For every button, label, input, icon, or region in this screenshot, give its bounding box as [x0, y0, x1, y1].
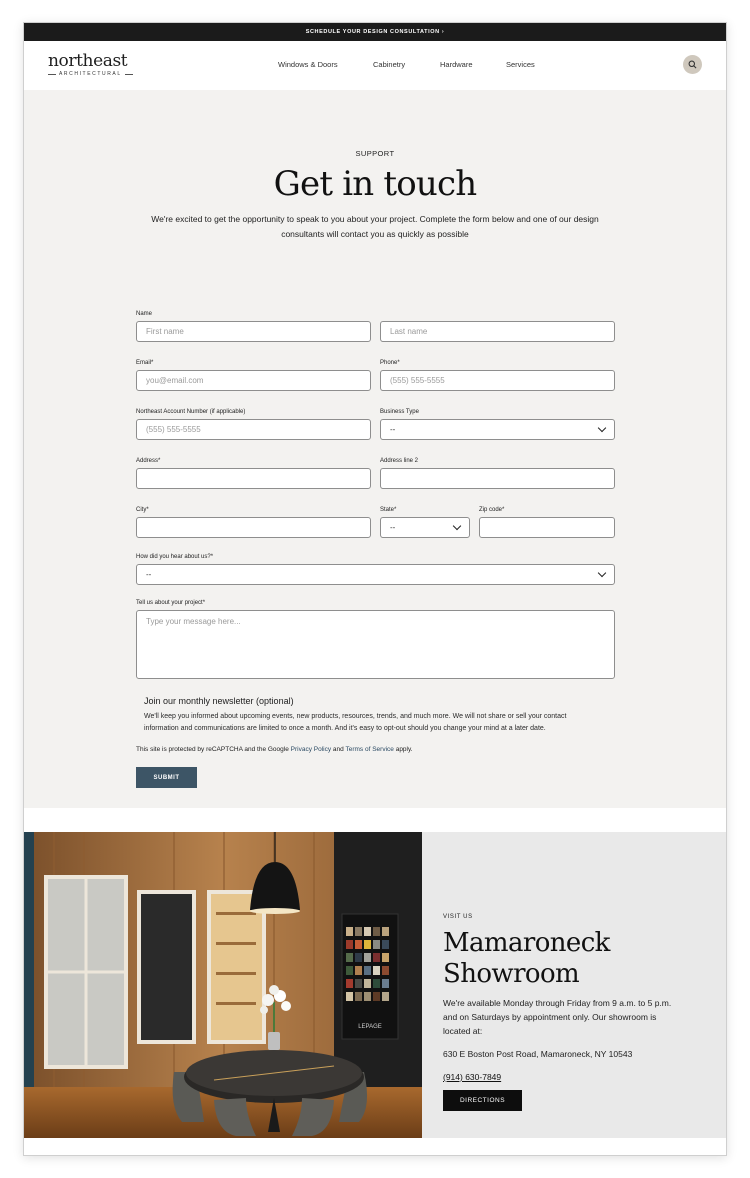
address-line-2-label: Address line 2: [380, 458, 419, 464]
chevron-down-icon: [453, 522, 461, 530]
nav-services[interactable]: Services: [506, 60, 535, 69]
zip-code-input[interactable]: [479, 517, 615, 538]
submit-button[interactable]: SUBMIT: [136, 767, 197, 788]
name-label: Name: [136, 311, 153, 317]
account-number-placeholder: (555) 555-5555: [146, 425, 201, 434]
first-name-input[interactable]: [136, 321, 371, 342]
phone-placeholder: (555) 555-5555: [390, 376, 445, 385]
newsletter-title: Join our monthly newsletter (optional): [144, 696, 294, 706]
phone-input[interactable]: [380, 370, 615, 391]
referral-value: --: [146, 570, 152, 579]
state-select[interactable]: [380, 517, 470, 538]
business-type-value: --: [390, 425, 396, 434]
logo-rule-left: [48, 74, 56, 75]
showroom-photo: [24, 832, 422, 1138]
terms-of-service-link[interactable]: Terms of Service: [345, 746, 394, 753]
address-line-2-input[interactable]: [380, 468, 615, 489]
contact-form-section: [24, 90, 726, 808]
referral-label: How did you hear about us?*: [136, 554, 214, 560]
recaptcha-suffix: apply.: [395, 746, 413, 753]
showroom-phone-link[interactable]: (914) 630-7849: [443, 1072, 502, 1082]
project-textarea[interactable]: [136, 610, 615, 679]
address-label: Address*: [136, 458, 161, 464]
intro-text: [124, 212, 626, 242]
nav-hardware[interactable]: Hardware: [440, 60, 473, 69]
business-type-select[interactable]: [380, 419, 615, 440]
recaptcha-notice: [136, 746, 413, 753]
last-name-input[interactable]: [380, 321, 615, 342]
logo-tagline-row: [48, 71, 133, 77]
announcement-bar[interactable]: [24, 23, 726, 41]
directions-button[interactable]: DIRECTIONS: [443, 1090, 522, 1111]
chevron-down-icon: [598, 424, 606, 432]
logo-rule-right: [125, 74, 133, 75]
showroom-address: 630 E Boston Post Road, Mamaroneck, NY 10543: [443, 1049, 633, 1059]
showroom-title-line-2: Showroom: [443, 959, 580, 989]
recaptcha-and: and: [332, 746, 344, 753]
page-frame: [23, 22, 727, 1156]
nav-windows-doors[interactable]: Windows & Doors: [278, 60, 338, 69]
project-placeholder: Type your message here...: [146, 617, 241, 626]
chevron-down-icon: [598, 569, 606, 577]
address-input[interactable]: [136, 468, 371, 489]
state-label: State*: [380, 507, 397, 513]
showroom-hours: We're available Monday through Friday from 9 a.m. to 5 p.m. and on Saturdays by appointment only. Our showroom is located at:: [443, 998, 672, 1036]
page-title: Get in touch: [273, 164, 477, 204]
logo-wordmark: northeast: [48, 51, 128, 71]
intro-line-1: We're excited to get the opportunity to speak to you about your project. Complete the form below and one of our design: [151, 214, 599, 224]
account-number-input[interactable]: [136, 419, 371, 440]
nav-cabinetry[interactable]: Cabinetry: [373, 60, 406, 69]
intro-line-2: consultants will contact you as quickly as possible: [281, 229, 469, 239]
newsletter-line-1: We'll keep you informed about upcoming events, new products, resources, trends, and much more. We will not share or sell your contact: [144, 713, 567, 720]
referral-select[interactable]: [136, 564, 615, 585]
email-label: Email*: [136, 360, 154, 366]
logo-tagline: ARCHITECTURAL: [59, 71, 122, 77]
state-value: --: [390, 523, 396, 532]
site-header: [24, 41, 726, 90]
project-label: Tell us about your project*: [136, 600, 206, 606]
email-placeholder: you@email.com: [146, 376, 204, 385]
last-name-placeholder: Last name: [390, 327, 428, 336]
announcement-link[interactable]: SCHEDULE YOUR DESIGN CONSULTATION ›: [305, 29, 445, 35]
showroom-eyebrow: VISIT US: [443, 914, 473, 920]
newsletter-text: [144, 711, 624, 735]
newsletter-line-2: information and communications are limited to once a month. And it's easy to opt-out should you change your mind at a later date.: [144, 725, 546, 732]
showroom-info-panel: [422, 832, 726, 1138]
showroom-title-line-1: Mamaroneck: [443, 928, 610, 958]
display-sign: LEPAGE: [358, 1024, 382, 1030]
business-type-label: Business Type: [380, 409, 419, 415]
brand-logo[interactable]: [48, 52, 133, 77]
first-name-placeholder: First name: [146, 327, 184, 336]
recaptcha-prefix: This site is protected by reCAPTCHA and the Google: [136, 746, 289, 753]
email-input[interactable]: [136, 370, 371, 391]
showroom-title: [443, 928, 610, 990]
phone-label: Phone*: [380, 360, 400, 366]
search-button[interactable]: [683, 55, 702, 74]
showroom-section: [24, 832, 726, 1138]
section-eyebrow: SUPPORT: [355, 149, 395, 158]
city-label: City*: [136, 507, 149, 513]
zip-code-label: Zip code*: [479, 507, 505, 513]
city-input[interactable]: [136, 517, 371, 538]
account-number-label: Northeast Account Number (if applicable): [136, 409, 246, 415]
showroom-interior-illustration: [24, 832, 422, 1138]
privacy-policy-link[interactable]: Privacy Policy: [290, 746, 332, 753]
search-icon: [688, 60, 697, 69]
